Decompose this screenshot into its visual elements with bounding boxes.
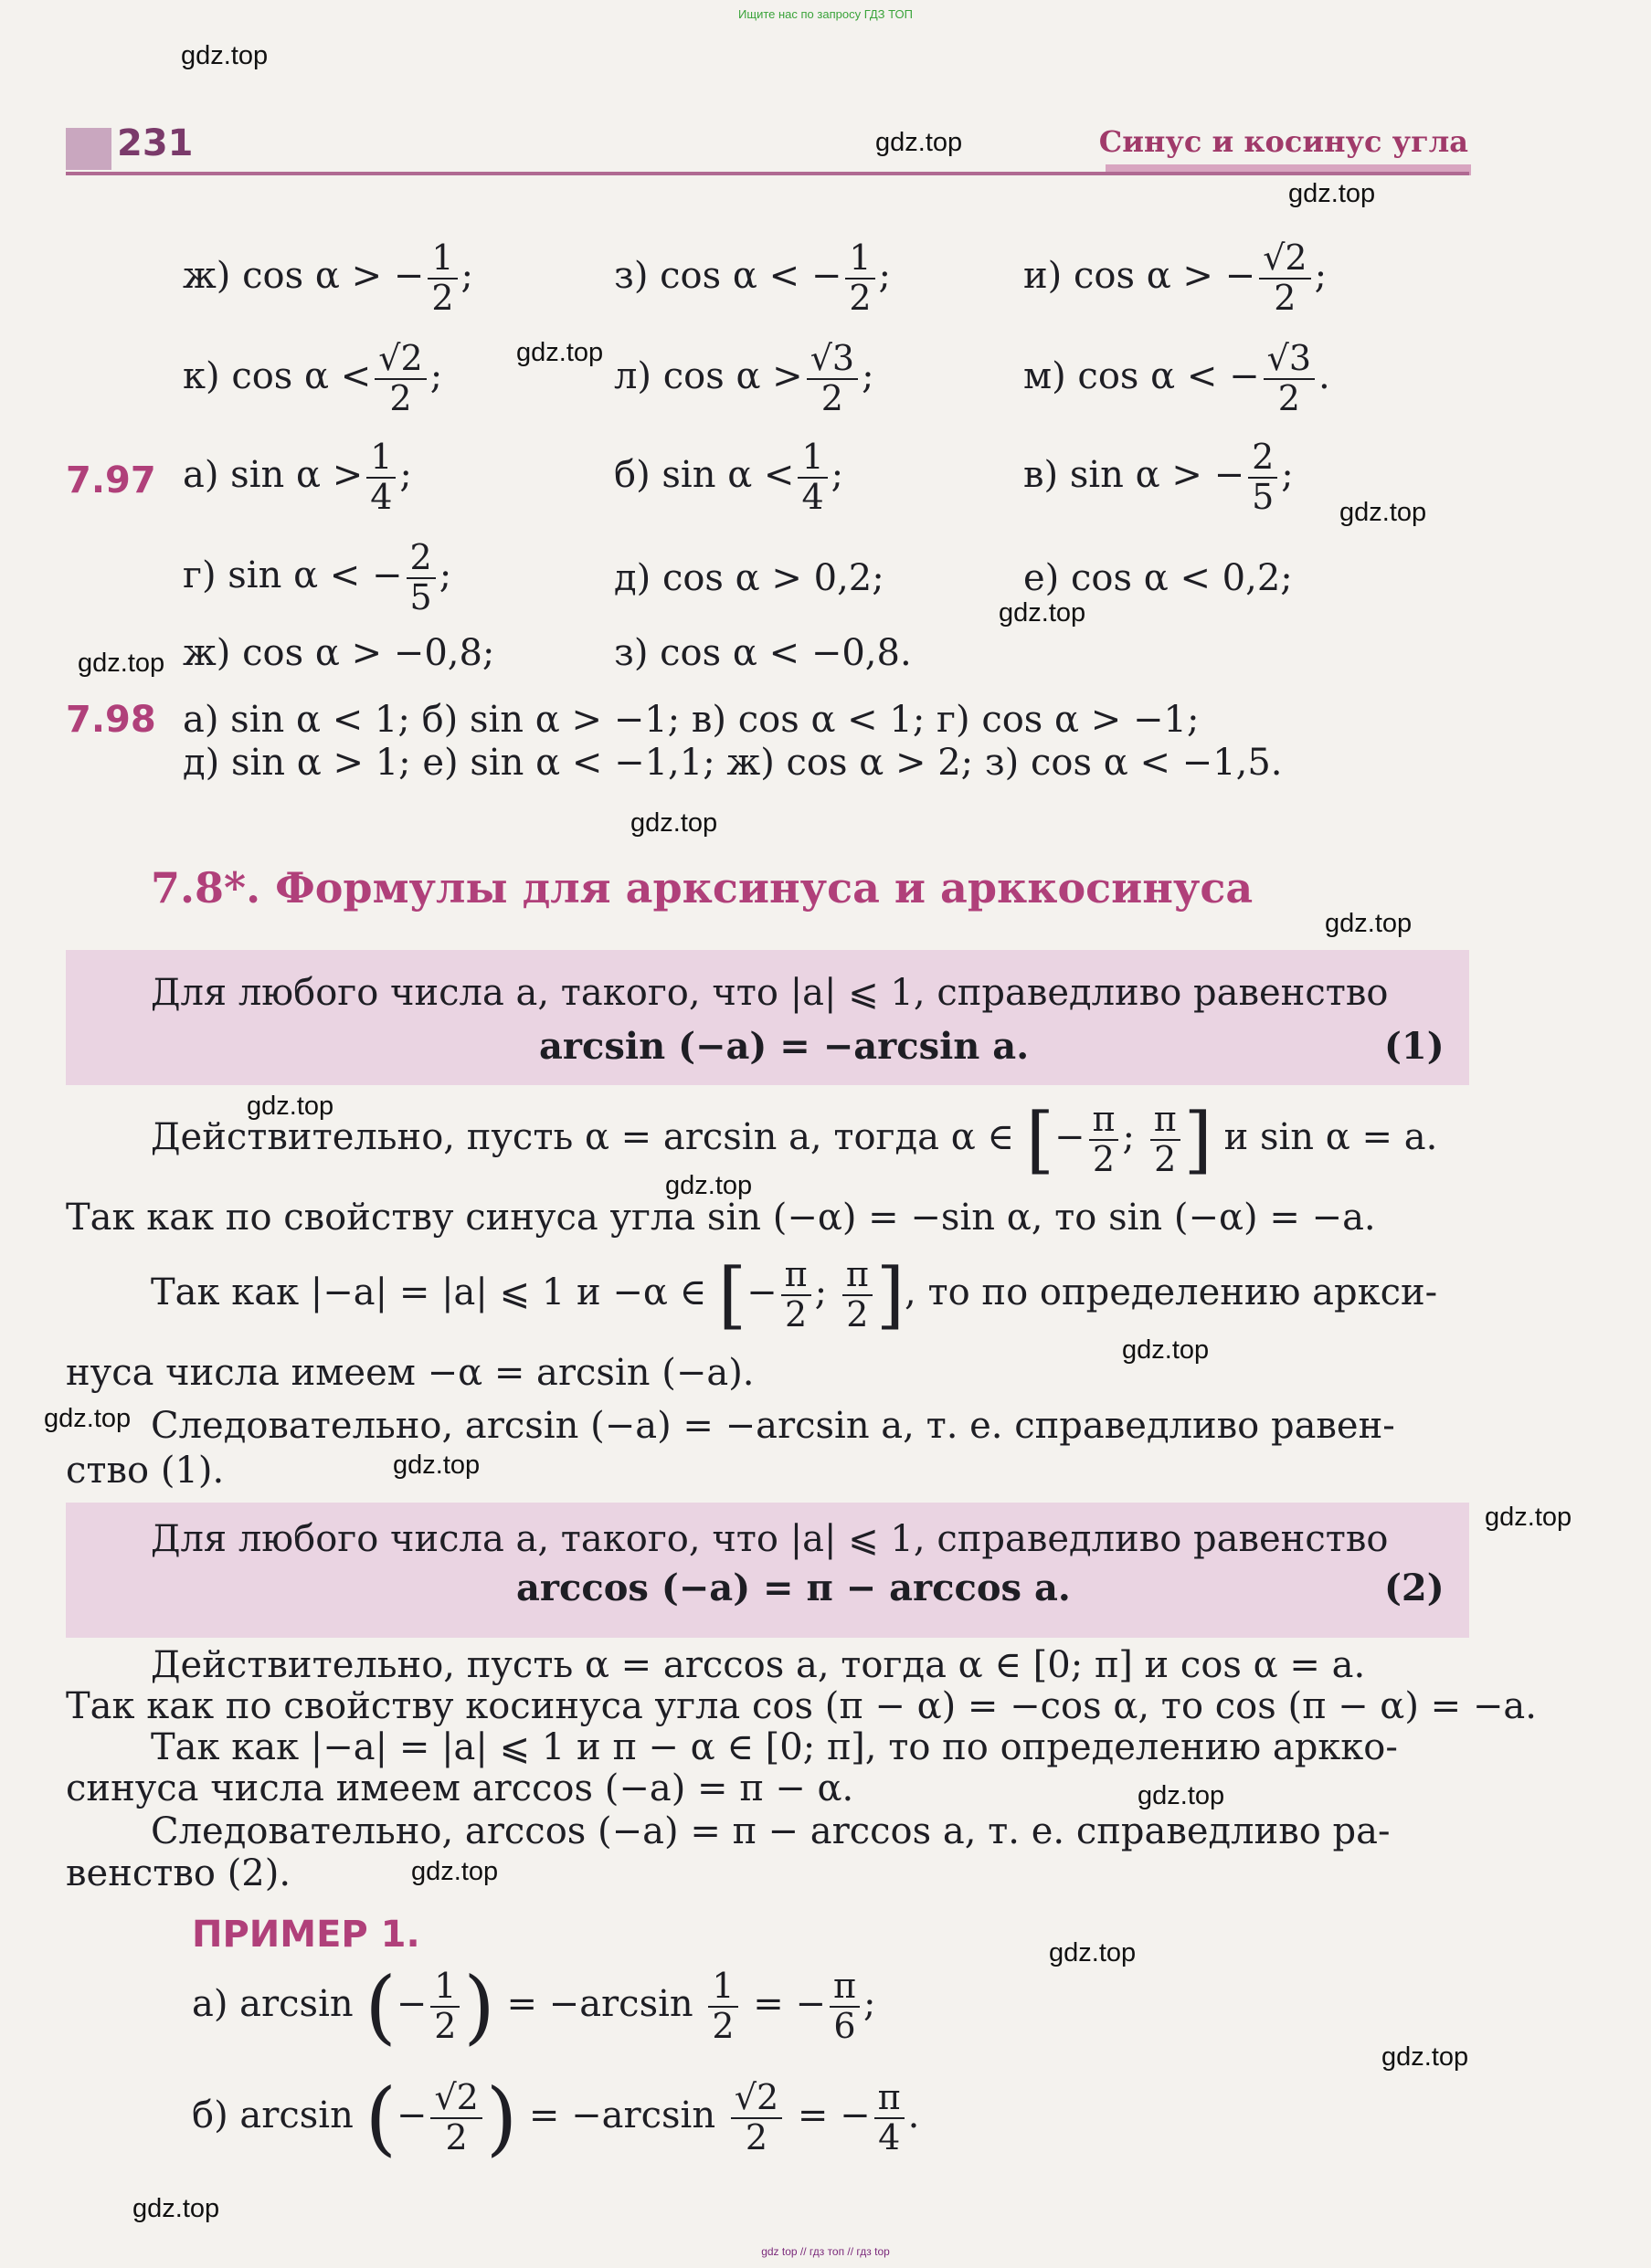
ex798-row1: а) sin α < 1; б) sin α > −1; в) cos α < 1; г) cos α > −1; bbox=[183, 699, 1200, 741]
proof1-line1: Действительно, пусть α = arcsin a, тогда α ∈ [− $\frac{\pi}{2}$ ; $\frac{\pi}{2}$ ] и sin α = a. bbox=[151, 1096, 1438, 1182]
proof2-line3: Так как |−a| = |a| ⩽ 1 и π − α ∈ [0; π], то по определению аркко- bbox=[151, 1726, 1398, 1768]
footer-text: gdz top // гдз топ // гдз top bbox=[761, 2245, 890, 2258]
ex797-b: б) sin α < $\frac{1}{4}$ ; bbox=[614, 437, 844, 517]
watermark: gdz.top bbox=[78, 649, 165, 678]
watermark: gdz.top bbox=[393, 1450, 481, 1480]
watermark: gdz.top bbox=[1325, 909, 1413, 938]
ex798-row2: д) sin α > 1; е) sin α < −1,1; ж) cos α > 2; з) cos α < −1,5. bbox=[183, 742, 1283, 784]
page-marker bbox=[66, 128, 111, 170]
proof2-line2: Так как по свойству косинуса угла cos (π − α) = −cos α, то cos (π − α) = −a. bbox=[66, 1685, 1537, 1727]
watermark: gdz.top bbox=[181, 41, 269, 70]
ex797-zh: ж) cos α > −0,8; bbox=[183, 632, 495, 674]
top-banner: Ищите нас по запросу ГДЗ ТОП bbox=[738, 7, 913, 21]
ex796-k: к) cos α < $\frac{√2}{2}$ ; bbox=[183, 338, 443, 418]
watermark: gdz.top bbox=[1288, 179, 1376, 208]
watermark: gdz.top bbox=[875, 128, 963, 157]
example-title: ПРИМЕР 1. bbox=[192, 1914, 420, 1956]
proof2-line5: Следовательно, arccos (−a) = π − arccos a, т. е. справедливо ра- bbox=[151, 1810, 1391, 1852]
section-title: 7.8*. Формулы для арксинуса и арккосинуса bbox=[151, 863, 1254, 912]
proof1-line4: нуса числа имеем −α = arcsin (−a). bbox=[66, 1352, 755, 1394]
watermark: gdz.top bbox=[999, 598, 1086, 628]
rule1-tag: (1) bbox=[1384, 1025, 1445, 1068]
ex796-m: м) cos α < − $\frac{√3}{2}$ . bbox=[1023, 338, 1330, 418]
ex797-d: д) cos α > 0,2; bbox=[614, 557, 884, 599]
watermark: gdz.top bbox=[516, 338, 604, 367]
rule1-line1: Для любого числа a, такого, что |a| ⩽ 1, справедливо равенство bbox=[151, 972, 1389, 1014]
problem-number: 7.98 bbox=[66, 699, 156, 741]
ex797-v: в) sin α > − $\frac{2}{5}$ ; bbox=[1023, 437, 1294, 517]
proof1-line5: Следовательно, arcsin (−a) = −arcsin a, т. е. справедливо равен- bbox=[151, 1405, 1395, 1447]
watermark: gdz.top bbox=[44, 1404, 132, 1433]
running-header-title: Синус и косинус угла bbox=[1098, 124, 1468, 159]
watermark: gdz.top bbox=[247, 1092, 334, 1121]
example1-a: а) arcsin (− $\frac{1}{2}$ ) = −arcsin $\frac{1}{2}$ = − $\frac{\pi}{6}$ ; bbox=[192, 1959, 876, 2053]
watermark: gdz.top bbox=[1339, 498, 1427, 527]
watermark: gdz.top bbox=[132, 2194, 220, 2223]
watermark: gdz.top bbox=[1381, 2042, 1469, 2072]
watermark: gdz.top bbox=[1485, 1503, 1572, 1532]
proof1-line2: Так как по свойству синуса угла sin (−α) = −sin α, то sin (−α) = −a. bbox=[66, 1197, 1376, 1239]
watermark: gdz.top bbox=[1138, 1781, 1225, 1810]
proof2-line1: Действительно, пусть α = arccos a, тогда α ∈ [0; π] и cos α = a. bbox=[151, 1644, 1366, 1686]
proof1-line3: Так как |−a| = |a| ⩽ 1 и −α ∈ [− $\frac{\pi}{2}$ ; $\frac{\pi}{2}$ ], то по определению аркси- bbox=[151, 1251, 1438, 1337]
problem-number: 7.97 bbox=[66, 459, 156, 501]
ex796-l: л) cos α > $\frac{√3}{2}$ ; bbox=[614, 338, 874, 418]
proof2-line6: венство (2). bbox=[66, 1852, 291, 1894]
ex797-z: з) cos α < −0,8. bbox=[614, 632, 912, 674]
ex797-a: а) sin α > $\frac{1}{4}$ ; bbox=[183, 437, 412, 517]
watermark: gdz.top bbox=[411, 1857, 499, 1886]
ex796-zh: ж) cos α > − $\frac{1}{2}$ ; bbox=[183, 237, 473, 318]
proof2-line4: синуса числа имеем arccos (−a) = π − α. bbox=[66, 1767, 854, 1809]
watermark: gdz.top bbox=[1049, 1938, 1137, 1967]
ex797-e: е) cos α < 0,2; bbox=[1023, 557, 1293, 599]
ex796-z: з) cos α < − $\frac{1}{2}$ ; bbox=[614, 237, 892, 318]
header-rule bbox=[66, 172, 1469, 175]
example1-b: б) arcsin (− $\frac{√2}{2}$ ) = −arcsin $\frac{√2}{2}$ = − $\frac{\pi}{4}$ . bbox=[192, 2071, 920, 2165]
ex796-i: и) cos α > − $\frac{√2}{2}$ ; bbox=[1023, 237, 1328, 318]
rule1-formula: arcsin (−a) = −arcsin a. bbox=[539, 1025, 1030, 1068]
rule2-tag: (2) bbox=[1384, 1567, 1445, 1609]
watermark: gdz.top bbox=[630, 808, 718, 838]
watermark: gdz.top bbox=[665, 1171, 753, 1200]
rule2-formula: arccos (−a) = π − arccos a. bbox=[516, 1567, 1071, 1609]
ex797-g: г) sin α < − $\frac{2}{5}$ ; bbox=[183, 537, 452, 617]
proof1-line6: ство (1). bbox=[66, 1450, 225, 1492]
rule2-line1: Для любого числа a, такого, что |a| ⩽ 1, справедливо равенство bbox=[151, 1518, 1389, 1560]
watermark: gdz.top bbox=[1122, 1335, 1210, 1365]
page-number: 231 bbox=[117, 122, 194, 164]
